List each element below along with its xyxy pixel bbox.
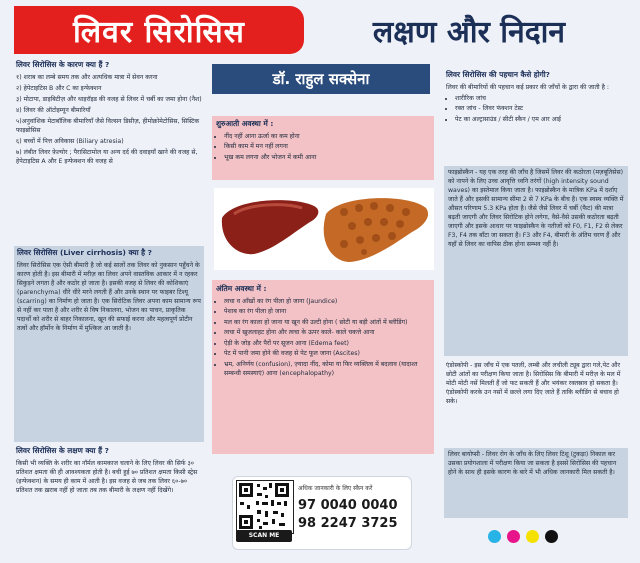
diagnosis-heading: लिवर सिरोसिस की पहचान कैसे होगी? [446,70,550,79]
fibroscan-box [444,166,628,356]
cause-item: ६) बच्चों में पित्त अविकास (Biliary atresia) [16,137,124,145]
late-symptom-item: • पेशाब का रंग पीला हो जाना [224,308,430,317]
early-heading: शुरुआती अवस्था में : [216,119,274,128]
symptoms-section [16,446,202,498]
headline-title-dark: लक्षण और निदान [372,14,566,50]
author-banner: डॉ. राहुल सक्सेना [212,64,430,94]
late-symptom-item: • भ्रम, अनिर्णय (confusion), ज़्यादा नींद, कोमा या फिर व्यक्तित्व में बदलाव (यादाश्त सम्बन्धी समस्याएं) आना (encephalopathy) [224,361,430,379]
cause-item: ५)अनुवांशिक मेटाबॉलिक बीमारियाँ जैसे विल्सन डिसीज़, हीमोक्रोमेटोसिस, सिस्टिक फाइब्रोसिस [16,117,200,134]
symptoms-text: किसी भी व्यक्ति के शरीर का नॉर्मल कामकाज चलाने के लिए लिवर की सिर्फ ३० प्रतिशत क्षमता की ही आवश्यकता होती है। बची हुई ७० प्रतिशत क्षमता किसी स्ट्रेस (इन्फेक्शन) के समय ही काम में आती है। इस वजह से जब तक लिवर ६०-७० प्रतिशत तक ख़राब नहीं हो जाता तब तक बीमारी के लक्षण नहीं दिखेंगे। [16,459,198,494]
color-dot [526,530,539,543]
diagnosis-list [446,95,626,125]
qr-pattern [237,481,291,531]
scan-me-label: SCAN ME [236,530,292,542]
cause-item: २) हेपेटाइटिस B और C का इन्फेक्शन [16,84,102,92]
diagnosis-section [446,70,626,126]
late-symptom-item: • त्वचा व आँखों का रंग पीला हो जाना (Jaundice) [224,298,430,307]
what-text: लिवर सिरोसिस एक ऐसी बीमारी है जो कई सालों तक लिवर को नुकसान पहुँचने के कारण होती है। इस बीमारी में मरीज़ का लिवर अपने वास्तविक आकार में न रहकर सिकुड़ने लगता है और कठोर हो जाता है। इसकी वजह से लिवर की कोशिकाएं (parenchyma) धीरे धीरे मरने लगती हैं और उनके स्थान पर फाइबर टिश्यू (scarring) का निर्माण हो जाता है। एक सिरोटिक लिवर अपना काम सामान्य रूप से नहीं कर पाता है और शरीर से विष निकालना, भोजन का पाचन, प्राकृतिक पदार्थों को शरीर से बाहर निकालना, खून की सफाई करना और महत्वपूर्ण प्रोटीन तत्वों और हॉर्मोन के निर्माण में मुश्किल आ जाती है। [17,261,201,332]
cause-item: ४) लिवर की ऑटोइम्यून बीमारियाँ [16,106,91,114]
causes-list [16,74,202,167]
liver-illustration [214,188,434,270]
symptoms-heading: लिवर सिरोसिस के लक्षण क्या हैं ? [16,446,109,455]
healthy-liver-shape [222,200,319,254]
early-stage-box [212,116,434,180]
what-section [14,246,204,442]
late-symptom-item: • ऐड़ी के जोड़ और पैरों पर सूजन आना (Edema feet) [224,340,430,349]
early-symptom-item: • किसी काम में मन नहीं लगना [224,143,430,152]
causes-section [16,60,202,169]
cause-item: १) शराब का लम्बे समय तक और अत्यधिक मात्रा में सेवन करना [16,73,158,81]
liver-comparison-image [214,188,434,270]
late-symptom-item: • मल का रंग काला हो जाना या खून की उल्टी होना ( छोटी या बड़ी आंतों में ब्लीडिंग) [224,319,430,328]
diagnosis-item: • पेट का अल्ट्रासाउंड / सीटी स्कैन / एम आर आई [455,116,626,125]
color-registration-dots [488,530,558,543]
late-symptom-item: • पेट में पानी जमा होने की वजह से पेट फूल जाना (Ascites) [224,350,430,359]
late-list [216,298,430,379]
color-dot [507,530,520,543]
biopsy-text: लिवर बायोप्सी - लिवर रोग के जाँच के लिए लिवर टिशू (टुकड़ा) निकाल कर उसका प्रयोगशाला में परीक्षण किया जा सकता है इससे सिरोसिस की पहचान होने के साथ ही इसके कारण के बारे में भी अधिक जानकारी मिल सकती है। [448,451,617,476]
late-symptom-item: • त्वचा में खुजलाहट होना और त्वचा के ऊपर काले- काले चकत्ते आना [224,329,430,338]
color-dot [545,530,558,543]
late-heading: अंतिम अवस्था में : [216,284,267,293]
diagnosis-item: • शारीरिक जांच [455,95,626,104]
phone-number-2[interactable]: 98 2247 3725 [298,516,398,531]
early-symptom-item: • नींद नहीं आना ऊर्जा का कम होना [224,133,430,142]
early-symptom-item: • भूख कम लगना और भोजन में कमी आना [224,154,430,163]
diagnosis-intro: लिवर की बीमारियों की पहचान कई प्रकार की जाँचों के द्वारा की जाती है : [446,83,609,91]
diagnosis-item: • रक्त जांच - लिवर फंक्शन टेस्ट [455,105,626,114]
endoscopy-section [446,362,626,409]
cause-item: ३) मोटापा, डाइबिटीज़ और थाइरॉइड की वजह से लिवर में चर्बी का जमा होना (नैश) [16,95,202,103]
endoscopy-text: एंडोस्कोपी - इस जाँच में एक पतली, लम्बी और लचीली ट्यूब द्वारा गले,पेट और छोटी आंतों का परीक्षण किया जाता है। सिरोसिस कि बीमारी में मरीज़ के मल में मोटी मोटी नसें मिलती हैं जो फट सकती हैं और भयंकर रक्तस्राव हो सकता है। एंडोस्कोपी करके उन नसों में छल्ले लगा दिए जाते हैं ताकि ब्लीडिंग से बचाव हो सके। [446,362,621,405]
biopsy-box [444,448,628,518]
causes-heading: लिवर सिरोसिस के कारण क्या हैं ? [16,60,110,69]
late-stage-box [212,280,434,454]
headline-title-red: लिवर सिरोसिस [14,6,304,54]
phone-number-1[interactable]: 97 0040 0040 [298,498,398,513]
qr-code[interactable] [236,480,294,534]
what-heading: लिवर सिरोसिस (Liver cirrhosis) क्या है ? [17,248,152,257]
contact-label: अधिक जानकारी के लिए स्कैन करें [298,485,373,492]
early-list [216,133,430,163]
fibroscan-text: फाइब्रोस्कैन - यह एक तरह की जाँच है जिसमें लिवर की कठोरता (मज़बूतिसेस) को नापने के लिए उच्च आवृत्ति ध्वनि तरंगों (high intensity sound waves) का इस्तेमाल किया जाता है। फाइब्रोस्कैन के मात्रिक KPa में दर्शाए जाते हैं और इसकी सामान्य सीमा 2 से 7 KPa के बीच है। एक स्वस्थ व्यक्ति में औसत परिणाम 5.3 KPa होता है। जैसे जैसे लिवर में चर्बी (फैट) की मात्रा बढ़ती जाएगी और लिवर सिरोटिक होने लगेगा, वैसे-वैसे उसकी कठोरता बढ़ती जाएगी और इसके आधार पर फाइब्रोस्कैन के नतीजों को F0, F1, F2 से लेकर F3, F4 तक बाँटा जा सकता है। F3 और F4, बीमारी के अंतिम चरण हैं और यहाँ से लिवर का वापिस ठीक होना सम्भव नहीं है। [448,169,624,248]
cause-item: ७) लंबीत लिवर फ़ेल्योर ; पैरासिटामोल या अन्य दर्द की दवाइयाँ खाने की वजह से, हेपेटाइटिस A और E इन्फेक्शन की वजह से [16,148,198,165]
color-dot [488,530,501,543]
